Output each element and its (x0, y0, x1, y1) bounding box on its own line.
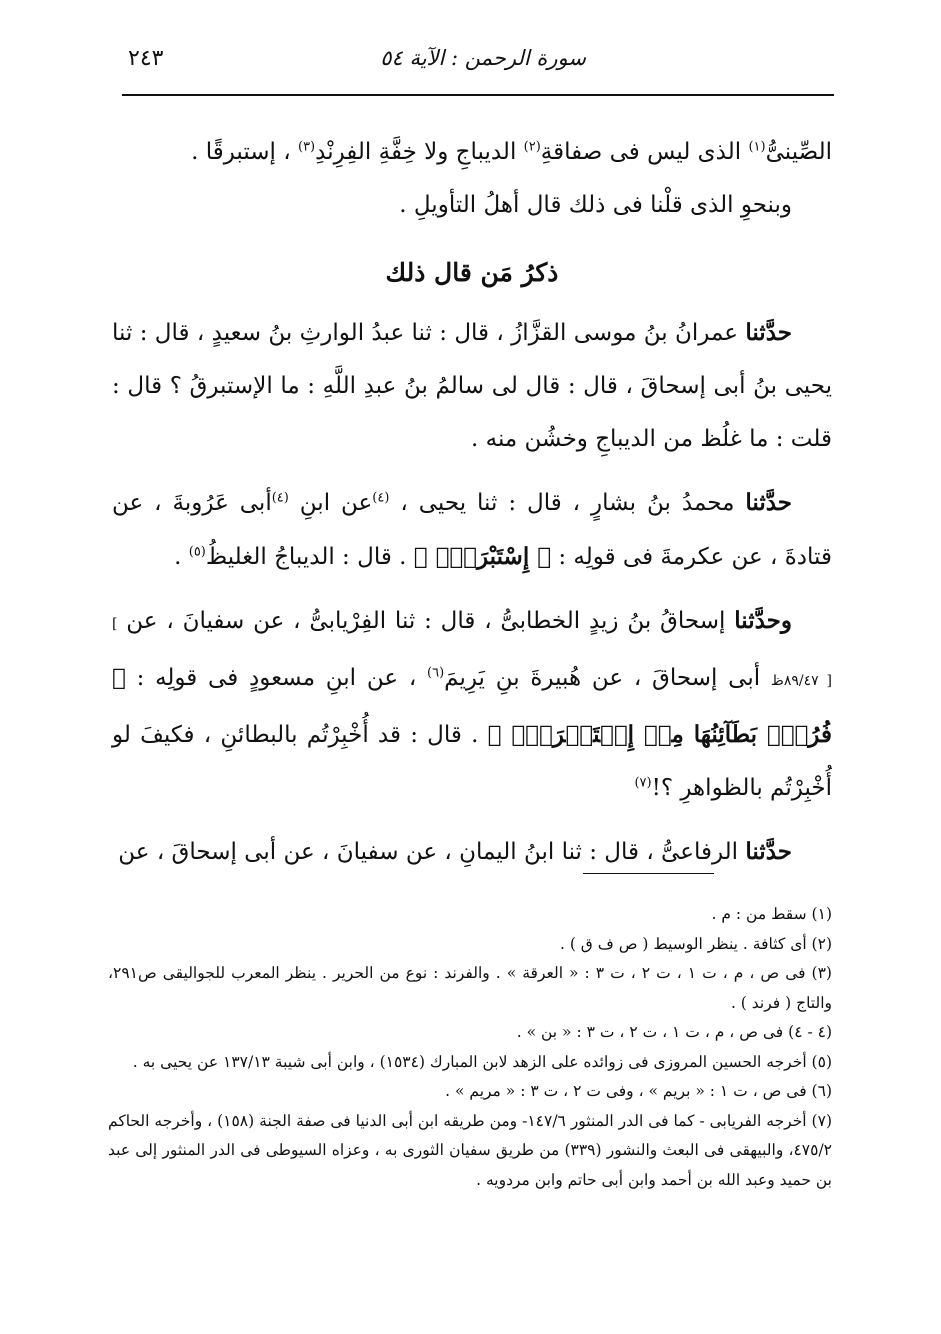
paragraph-4 (112, 476, 832, 584)
text-run: الذى ليس فى صفاقةِ (540, 139, 749, 165)
text-run: الصِّينىُّ (765, 139, 832, 165)
isnad-lead: حدَّثنا (745, 319, 792, 346)
isnad-lead: حدَّثنا (745, 838, 792, 865)
quran-quote: ﴿ إِسْتَبْرَقٍۚ ﴾ (413, 543, 552, 570)
footnote-ref: (٤) (372, 490, 390, 506)
main-text (112, 126, 832, 879)
text-run: أبى عَرُوبةَ ، عن قتادةَ ، عن عكرمةَ فى قولِه : (112, 490, 832, 570)
footnote-3: (٣) فى ص ، م ، ت ١ ، ت ٢ ، ت ٣ : « العرقة » . والفرند : نوع من الحرير . ينظر المعرب للجواليقى ص٢٩١، والتاج ( فرند ) . (108, 964, 832, 1012)
text-run: . (174, 544, 189, 570)
footnote-ref: (٥) (188, 544, 206, 560)
footnote-ref: (٣) (297, 139, 316, 155)
text-run: الديباجِ ولا خِفَّةِ الفِرِنْدِ (315, 139, 524, 165)
section-heading: ذكرُ مَن قال ذلك (385, 258, 559, 287)
page-number: ٢٤٣ (128, 46, 164, 71)
paragraph-3 (112, 306, 832, 466)
header-rule (122, 94, 834, 96)
footnote-5: (٥) أخرجه الحسين المروزى فى زوائده على الزهد لابن المبارك (١٥٣٤) ، وابن أبى شيبة ١٣٧/١٣ عن يحيى به . (132, 1052, 832, 1071)
text-run: أبى إسحاقَ ، عن هُبيرةَ بنِ يَرِيمَ (444, 665, 771, 691)
quran-quote: ﴿ فُرُشٍۭ بَطَآئِنُهَا مِنۡ إِسۡتَبۡرَقٍۚ ﴾ (112, 664, 832, 748)
footnote-ref: (٢) (523, 139, 541, 155)
paragraph-6 (112, 825, 832, 879)
page-header (122, 40, 834, 96)
text-run: . قال : الديباجُ الغليظُ (205, 544, 414, 570)
isnad-lead: وحدَّثنا (734, 607, 792, 634)
text-run: عمرانُ بنُ موسى القزَّازُ ، قال : ثنا عبدُ الوارثِ بنُ سعيدٍ ، قال : ثنا يحيى بنُ أبى إسحاقَ ، قال : قال لى سالمُ بنُ عبدِ اللَّهِ : ما الإستبرقُ ؟ قال : قلت : ما غلُظ من الديباجِ وخشُن منه . (112, 320, 832, 452)
manuscript-folio-marker: [ ٨٩/٤٧ظ ] (112, 616, 832, 689)
paragraph-2: وبنحوِ الذى قلْنا فى ذلك قال أهلُ التأويلِ . (399, 192, 792, 218)
paragraph-1 (112, 126, 832, 179)
footnote-1: (١) سقط من : م . (711, 905, 832, 923)
text-run: الرفاعىُّ ، قال : ثنا ابنُ اليمانِ ، عن سفيانَ ، عن أبى إسحاقَ ، عن (118, 839, 746, 865)
text-run: ، إستبرقًا . (191, 139, 298, 165)
text-run: إسحاقُ بنُ زيدٍ الخطابىُّ ، قال : ثنا الفِرْيابىُّ ، عن سفيانَ ، عن (117, 608, 735, 634)
footnote-ref: (٧) (634, 775, 652, 791)
footnote-6: (٦) فى ص ، ت ١ : « بريم » ، وفى ت ٢ ، ت ٣ : « مريم » . (445, 1082, 832, 1100)
footnotes (108, 900, 832, 1195)
text-run: ، عن ابنِ مسعودٍ فى قولِه : (125, 665, 427, 691)
text-run: محمدُ بنُ بشارٍ ، قال : ثنا يحيى ، (389, 490, 746, 516)
footnote-separator (583, 873, 714, 874)
isnad-lead: حدَّثنا (745, 489, 793, 516)
footnote-4: (٤ - ٤) فى ص ، م ، ت ١ ، ت ٢ ، ت ٣ : « بن » . (516, 1023, 832, 1041)
footnote-ref: (٤) (271, 490, 289, 506)
footnote-7: (٧) أخرجه الفريابى - كما فى الدر المنثور ١٤٧/٦- ومن طريقه ابن أبى الدنيا فى صفة الجنة (١٥٨) ، وأخرجه الحاكم ٤٧٥/٢، والبيهقى فى البعث والنشور (٣٣٩) من طريق سفيان الثورى به ، وعزاه السيوطى فى الدر المنثور إلى عبد بن حميد وعبد الله بن أحمد وابن أبى حاتم وابن مردويه . (108, 1111, 833, 1189)
running-title: سورة الرحمن : الآية ٥٤ (380, 46, 586, 70)
footnote-ref: (١) (748, 139, 766, 155)
paragraph-5 (112, 594, 832, 815)
footnote-ref: (٦) (427, 665, 445, 681)
text-run: عن ابنِ (288, 490, 373, 516)
text-run: . قال : قد أُخْبِرْتُم بالبطائنِ ، فكيفَ لو أُخْبِرْتُم بالظواهرِ ؟! (112, 722, 832, 801)
footnote-2: (٢) أى كثافة . ينظر الوسيط ( ص ف ق ) . (559, 934, 832, 953)
